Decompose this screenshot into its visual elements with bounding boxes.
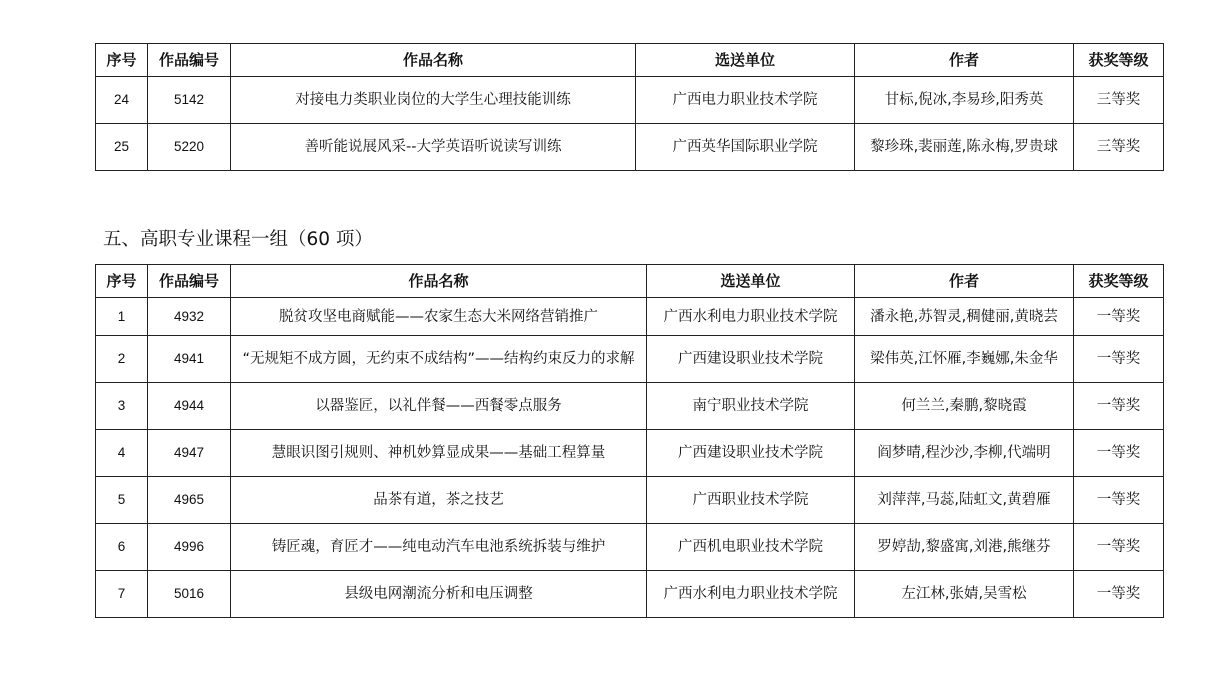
- cell-index: 6: [96, 524, 148, 571]
- cell-award: 一等奖: [1074, 383, 1164, 430]
- cell-code: 4941: [148, 336, 231, 383]
- cell-index: 3: [96, 383, 148, 430]
- section-heading: 五、高职专业课程一组（60 项）: [103, 229, 373, 250]
- awards-table-bottom: [95, 264, 1164, 618]
- cell-unit: 广西建设职业技术学院: [647, 430, 855, 477]
- cell-code: 4965: [148, 477, 231, 524]
- cell-unit: 广西机电职业技术学院: [647, 524, 855, 571]
- header-code: 作品编号: [148, 44, 231, 77]
- cell-unit: 广西水利电力职业技术学院: [647, 298, 855, 336]
- cell-title: “无规矩不成方圆，无约束不成结构”——结构约束反力的求解: [231, 336, 647, 383]
- cell-index: 7: [96, 571, 148, 618]
- cell-title: 铸匠魂，育匠才——纯电动汽车电池系统拆装与维护: [231, 524, 647, 571]
- cell-index: 2: [96, 336, 148, 383]
- cell-authors: 梁伟英,江怀雁,李巍娜,朱金华: [855, 336, 1074, 383]
- cell-index: 5: [96, 477, 148, 524]
- cell-authors: 刘萍萍,马蕊,陆虹文,黄碧雁: [855, 477, 1074, 524]
- header-index: 序号: [96, 44, 148, 77]
- cell-index: 24: [96, 77, 148, 124]
- header-unit: 选送单位: [647, 265, 855, 298]
- table-row: [96, 336, 1164, 383]
- table-row: [96, 383, 1164, 430]
- cell-award: 一等奖: [1074, 524, 1164, 571]
- cell-unit: 广西水利电力职业技术学院: [647, 571, 855, 618]
- cell-title: 慧眼识图引规则、神机妙算显成果——基础工程算量: [231, 430, 647, 477]
- cell-award: 一等奖: [1074, 477, 1164, 524]
- cell-authors: 左江林,张婧,吴雪松: [855, 571, 1074, 618]
- cell-unit: 广西英华国际职业学院: [636, 124, 855, 171]
- header-award: 获奖等级: [1074, 44, 1164, 77]
- cell-index: 4: [96, 430, 148, 477]
- cell-code: 5220: [148, 124, 231, 171]
- cell-code: 4932: [148, 298, 231, 336]
- cell-title: 县级电网潮流分析和电压调整: [231, 571, 647, 618]
- header-index: 序号: [96, 265, 148, 298]
- header-unit: 选送单位: [636, 44, 855, 77]
- cell-award: 一等奖: [1074, 336, 1164, 383]
- table-header-row: [96, 265, 1164, 298]
- cell-title: 善听能说展风采--大学英语听说读写训练: [231, 124, 636, 171]
- awards-table-top: [95, 43, 1164, 171]
- cell-award: 三等奖: [1074, 124, 1164, 171]
- header-award: 获奖等级: [1074, 265, 1164, 298]
- cell-code: 4996: [148, 524, 231, 571]
- cell-code: 5142: [148, 77, 231, 124]
- cell-award: 一等奖: [1074, 298, 1164, 336]
- header-title: 作品名称: [231, 44, 636, 77]
- cell-code: 5016: [148, 571, 231, 618]
- cell-authors: 罗婷劼,黎盛寓,刘港,熊继芬: [855, 524, 1074, 571]
- cell-award: 一等奖: [1074, 430, 1164, 477]
- cell-title: 以器鉴匠，以礼伴餐——西餐零点服务: [231, 383, 647, 430]
- cell-code: 4944: [148, 383, 231, 430]
- cell-code: 4947: [148, 430, 231, 477]
- table-row: [96, 430, 1164, 477]
- cell-unit: 广西建设职业技术学院: [647, 336, 855, 383]
- header-code: 作品编号: [148, 265, 231, 298]
- cell-title: 对接电力类职业岗位的大学生心理技能训练: [231, 77, 636, 124]
- cell-authors: 潘永艳,苏智灵,稠健丽,黄晓芸: [855, 298, 1074, 336]
- cell-unit: 南宁职业技术学院: [647, 383, 855, 430]
- cell-index: 1: [96, 298, 148, 336]
- table-row: [96, 477, 1164, 524]
- table-row: [96, 124, 1164, 171]
- cell-authors: 何兰兰,秦鹏,黎晓霞: [855, 383, 1074, 430]
- table-row: [96, 571, 1164, 618]
- cell-title: 品茶有道，茶之技艺: [231, 477, 647, 524]
- table-row: [96, 298, 1164, 336]
- cell-authors: 黎珍珠,裴丽莲,陈永梅,罗贵球: [855, 124, 1074, 171]
- table-header-row: [96, 44, 1164, 77]
- cell-award: 三等奖: [1074, 77, 1164, 124]
- cell-authors: 阎梦晴,程沙沙,李柳,代端明: [855, 430, 1074, 477]
- cell-unit: 广西职业技术学院: [647, 477, 855, 524]
- cell-unit: 广西电力职业技术学院: [636, 77, 855, 124]
- cell-authors: 甘标,倪冰,李易珍,阳秀英: [855, 77, 1074, 124]
- cell-title: 脱贫攻坚电商赋能——农家生态大米网络营销推广: [231, 298, 647, 336]
- table-row: [96, 77, 1164, 124]
- header-authors: 作者: [855, 265, 1074, 298]
- cell-index: 25: [96, 124, 148, 171]
- cell-award: 一等奖: [1074, 571, 1164, 618]
- table-row: [96, 524, 1164, 571]
- header-authors: 作者: [855, 44, 1074, 77]
- header-title: 作品名称: [231, 265, 647, 298]
